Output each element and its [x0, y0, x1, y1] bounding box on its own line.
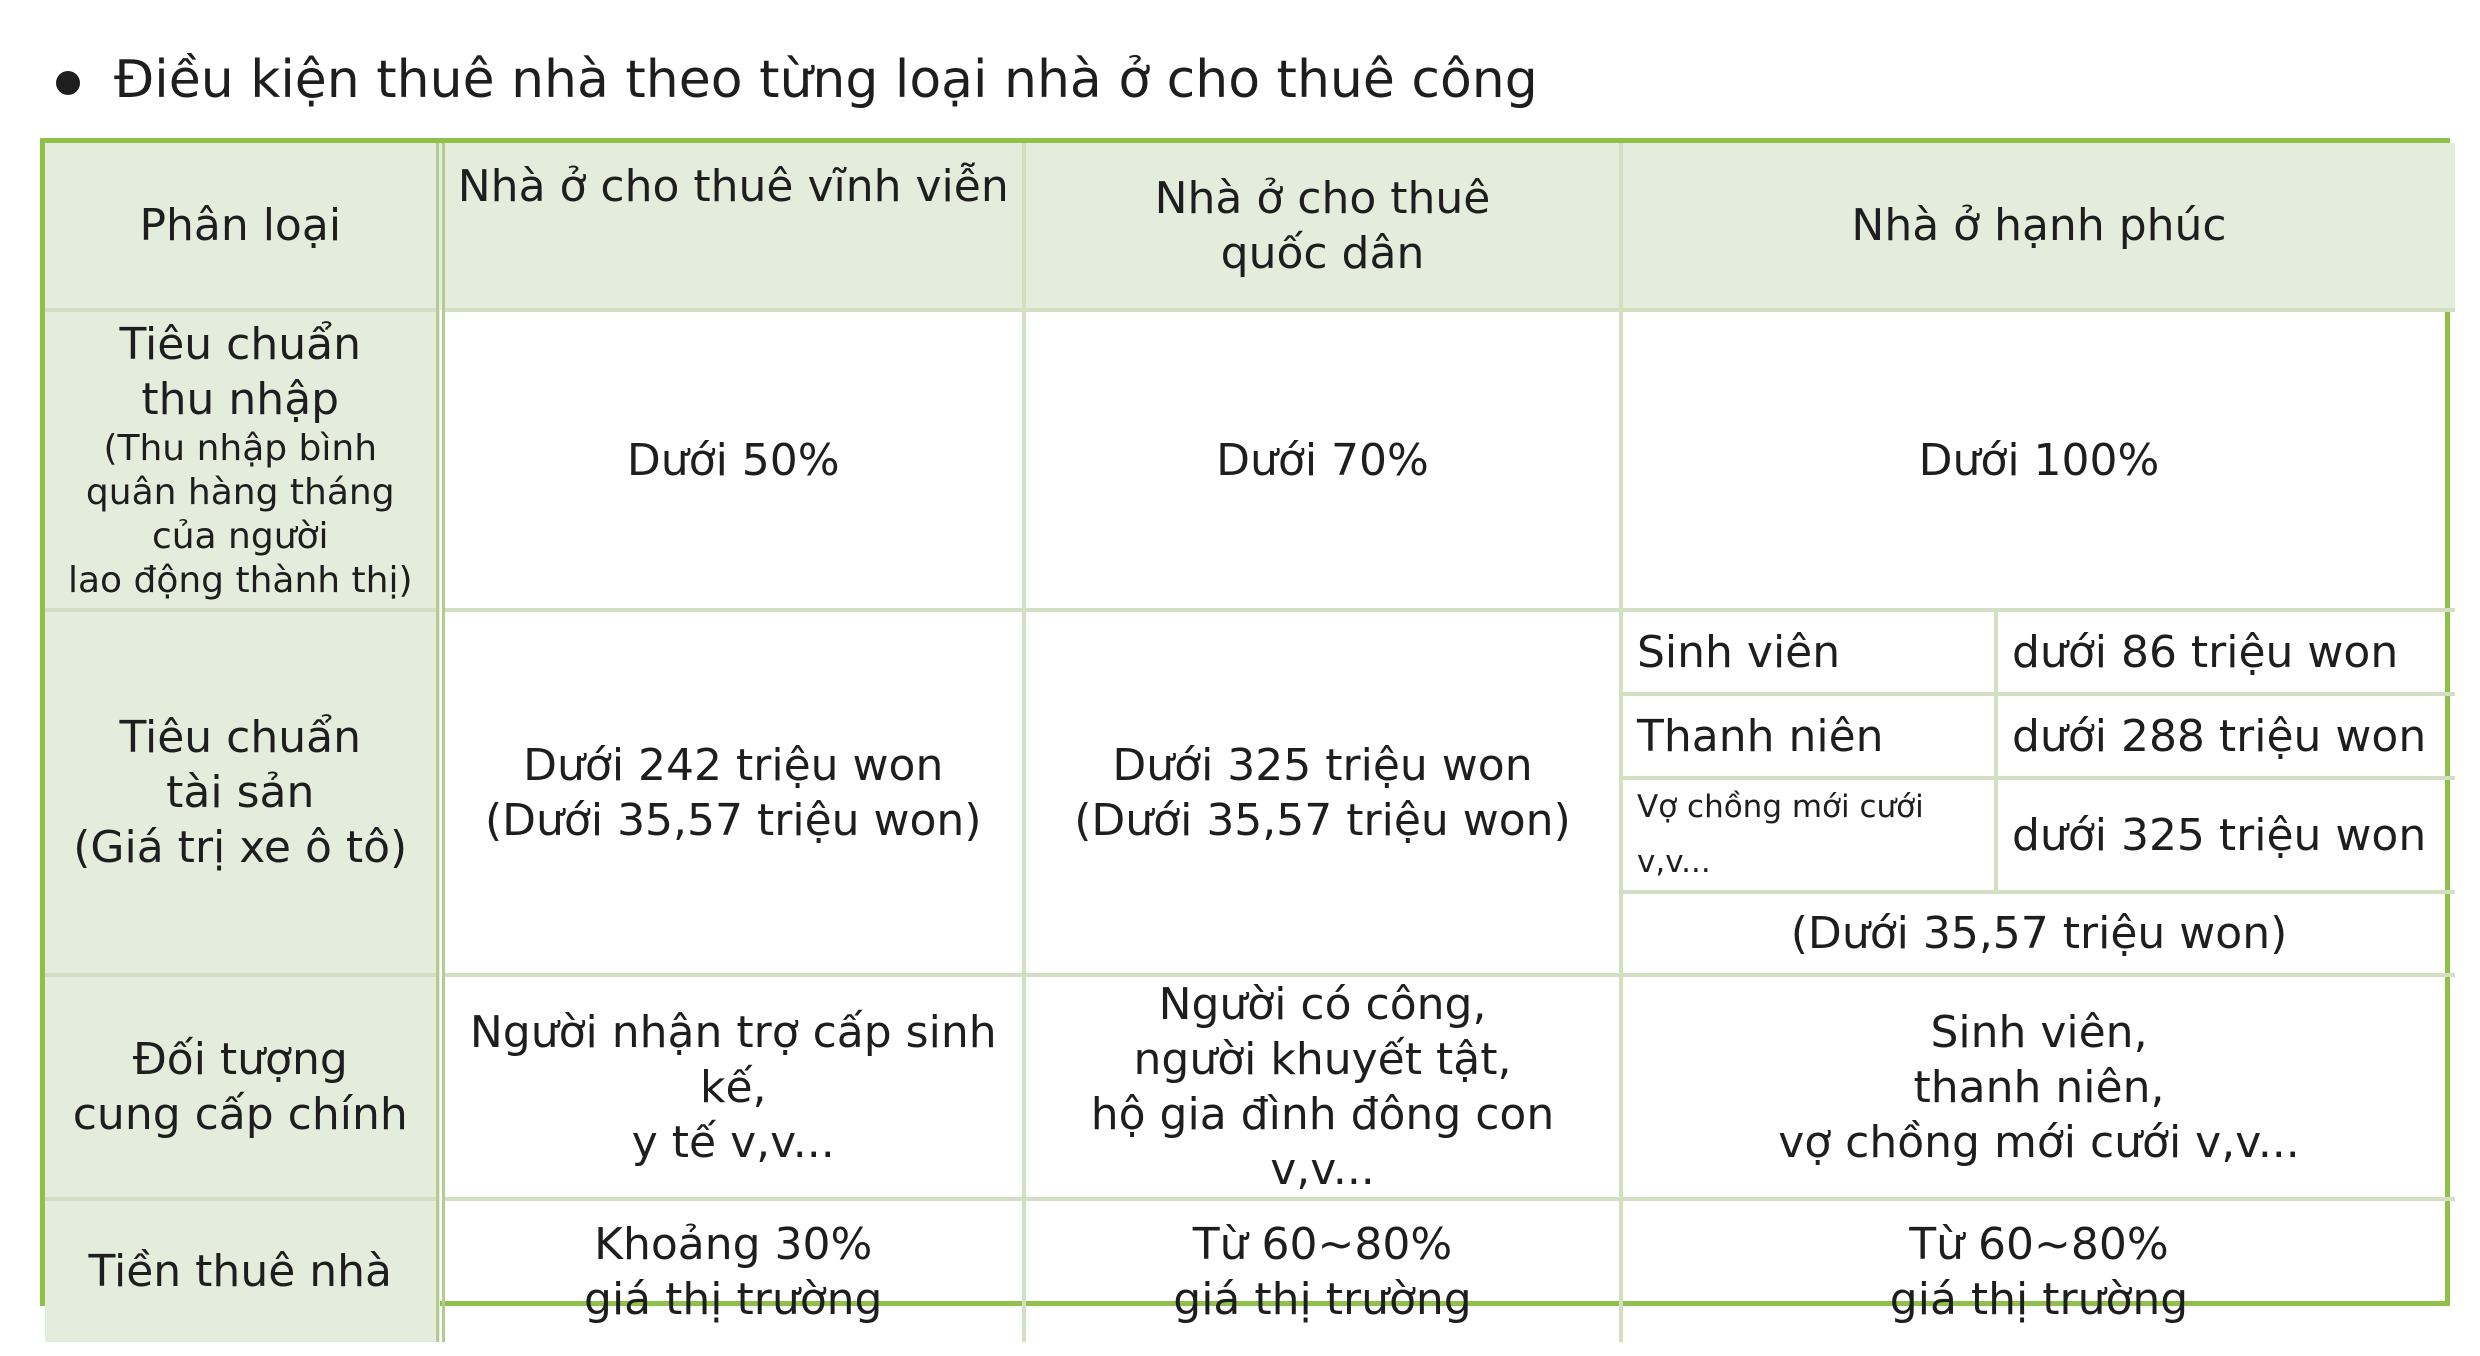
target-national-rental-line1: Người có công, [1158, 979, 1487, 1030]
target-national-rental-line2: người khuyết tật, [1133, 1034, 1512, 1085]
target-happy-housing-line2: thanh niên, [1913, 1061, 2165, 1113]
target-label-line2: cung cấp chính [72, 1089, 408, 1140]
assets-national-rental [1024, 610, 1621, 975]
header-national-rental [1024, 143, 1621, 310]
bullet-icon [56, 71, 80, 95]
assets-permanent-rental-line2: (Dưới 35,57 triệu won) [485, 794, 982, 846]
rent-national-rental [1024, 1199, 1621, 1342]
income-row [45, 310, 2455, 610]
rent-permanent-rental-line1: Khoảng 30% [594, 1218, 873, 1270]
target-happy-housing-line1: Sinh viên, [1930, 1006, 2148, 1058]
header-category [45, 143, 440, 310]
section-heading [56, 40, 1538, 120]
page-title: Điều kiện thuê nhà theo từng loại nhà ở cho thuê công [114, 50, 1538, 110]
income-note-line4: lao động thành thị) [67, 560, 413, 601]
assets-group-student-label: Sinh viên [1637, 626, 1841, 678]
target-happy-housing-line3: vợ chồng mới cưới v,v... [1778, 1116, 2300, 1168]
header-happy-housing [1621, 143, 2455, 310]
assets-permanent-rental [440, 610, 1024, 975]
assets-limit-newlyweds [1996, 778, 2455, 892]
assets-group-student [1621, 610, 1996, 694]
assets-permanent-rental-line1: Dưới 242 triệu won [523, 739, 944, 791]
header-national-rental-line1: Nhà ở cho thuê [1154, 172, 1491, 224]
header-permanent-rental [440, 143, 1024, 310]
header-category-label: Phân loại [139, 200, 342, 251]
header-permanent-rental-label: Nhà ở cho thuê vĩnh viễn [457, 161, 1009, 212]
income-happy-housing-value: Dưới 100% [1918, 434, 2160, 486]
assets-happy-housing-car-value: (Dưới 35,57 triệu won) [1790, 908, 2288, 959]
target-permanent-rental [440, 975, 1024, 1199]
assets-limit-student-value: dưới 86 triệu won [2012, 626, 2399, 678]
rent-happy-housing-line1: Từ 60~80% [1909, 1218, 2169, 1270]
assets-limit-student [1996, 610, 2455, 694]
assets-national-rental-line2: (Dưới 35,57 triệu won) [1074, 794, 1571, 846]
rent-permanent-rental-line2: giá thị trường [584, 1273, 883, 1325]
rent-happy-housing-line2: giá thị trường [1889, 1273, 2189, 1325]
target-happy-housing [1621, 975, 2455, 1199]
rent-national-rental-line2: giá thị trường [1173, 1273, 1472, 1325]
assets-limit-newlyweds-value: dưới 325 triệu won [2012, 809, 2427, 861]
header-happy-housing-label: Nhà ở hạnh phúc [1851, 200, 2227, 251]
income-national-rental-value: Dưới 70% [1216, 434, 1429, 486]
table-header-row [45, 143, 2455, 310]
assets-happy-housing-car [1621, 892, 2455, 975]
target-national-rental [1024, 975, 1621, 1199]
income-category [45, 310, 440, 610]
target-row [45, 975, 2455, 1199]
income-note-line2: quân hàng tháng [85, 472, 395, 513]
rental-conditions-table-frame [40, 138, 2450, 1325]
income-note-line3: của người [151, 516, 329, 557]
assets-row [45, 610, 2455, 694]
assets-group-youth [1621, 694, 1996, 778]
rent-national-rental-line1: Từ 60~80% [1192, 1218, 1453, 1270]
assets-group-newlyweds [1621, 778, 1996, 892]
rental-conditions-table [45, 143, 2455, 1342]
target-permanent-rental-line2: y tế v,v... [631, 1116, 835, 1168]
assets-label-line1: Tiêu chuẩn [119, 712, 361, 763]
income-label-line2: thu nhập [141, 374, 340, 425]
rent-happy-housing [1621, 1199, 2455, 1342]
rent-label: Tiền thuê nhà [88, 1246, 392, 1297]
income-permanent-rental-value: Dưới 50% [626, 434, 840, 486]
assets-category [45, 610, 440, 975]
income-permanent-rental [440, 310, 1024, 610]
income-label-line1: Tiêu chuẩn [119, 319, 361, 370]
assets-label-line3: (Giá trị xe ô tô) [73, 822, 408, 873]
assets-national-rental-line1: Dưới 325 triệu won [1112, 739, 1533, 791]
rent-permanent-rental [440, 1199, 1024, 1342]
rent-category [45, 1199, 440, 1342]
income-national-rental [1024, 310, 1621, 610]
assets-group-newlyweds-label: Vợ chồng mới cưới v,v... [1637, 789, 1924, 880]
target-category [45, 975, 440, 1199]
target-permanent-rental-line1: Người nhận trợ cấp sinh kế, [469, 1006, 997, 1113]
assets-limit-youth [1996, 694, 2455, 778]
assets-group-youth-label: Thanh niên [1637, 710, 1884, 762]
assets-limit-youth-value: dưới 288 triệu won [2012, 710, 2427, 762]
income-note-line1: (Thu nhập bình [103, 428, 378, 469]
rent-row [45, 1199, 2455, 1342]
income-happy-housing [1621, 310, 2455, 610]
header-national-rental-line2: quốc dân [1220, 227, 1425, 279]
target-national-rental-line3: hộ gia đình đông con v,v... [1090, 1089, 1555, 1195]
target-label-line1: Đối tượng [132, 1034, 348, 1085]
assets-label-line2: tài sản [166, 767, 315, 818]
